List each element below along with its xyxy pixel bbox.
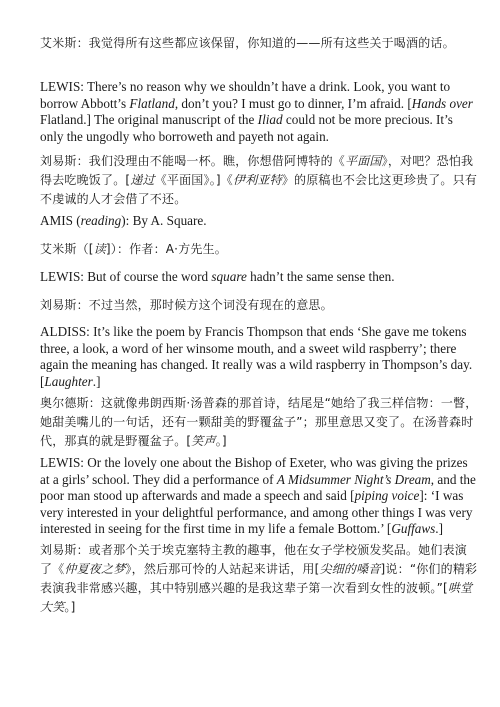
text-run: 。] — [215, 434, 227, 448]
italic-text: 哄堂大笑 — [40, 581, 473, 614]
text-run: 刘易斯：我们没理由不能喝一杯。瞧，你想借阿博特的《 — [40, 154, 346, 168]
italic-text: 递过 — [130, 173, 155, 187]
text-run: 刘易斯：不过当然，那时候方这个词没有现在的意思。 — [40, 298, 333, 312]
text-run: Flatland.] The original manuscript of the — [40, 112, 258, 128]
text-run: , and the poor man stood up afterwards and made a speech and said [ — [40, 471, 476, 504]
text-run: 。] — [64, 600, 76, 614]
text-run: ]: ‘I was very interested in your delightful performance, and among other things I was very interested in seeing for the first time in my life a female Bottom.’ [ — [40, 488, 473, 537]
paragraph-chinese — [40, 541, 478, 617]
text-run: 艾米斯（[ — [40, 242, 94, 256]
paragraph-english — [40, 213, 478, 230]
paragraph-chinese — [40, 296, 478, 315]
text-run: 》，对吧？恐怕我得去吃晚饭了。[ — [40, 154, 474, 187]
text-run: hadn’t the same sense then. — [246, 269, 395, 284]
paragraph-english — [40, 269, 478, 286]
text-run: 刘易斯：或者那个关于埃克塞特主教的趣事，他在女子学校颁发奖品。她们表演了《 — [40, 543, 468, 576]
paragraph-chinese — [40, 152, 478, 209]
text-run: AMIS ( — [40, 213, 81, 228]
italic-text: 尖细的嗓音 — [319, 562, 381, 576]
paragraph-chinese — [40, 240, 478, 259]
italic-text: Laughter — [44, 373, 93, 389]
text-run: 奥尔德斯：这就像弗朗西斯·汤普森的那首诗，结尾是“她给了我三样信物：一瞥，她甜美嘴儿的一句话，还有一颗甜美的野覆盆子”；那里意思又变了。在汤普森时代，那真的就是野覆盆子。[ — [40, 396, 478, 448]
text-run: LEWIS: There’s no reason why we shouldn’t have a drink. Look, you want to borrow Abbott’s — [40, 79, 451, 111]
paragraph-english — [40, 324, 478, 390]
italic-text: Guffaws — [391, 521, 436, 537]
text-run: 艾米斯：我觉得所有这些都应该保留，你知道的——所有这些关于喝酒的话。 — [40, 36, 455, 50]
text-run: LEWIS: But of course the word — [40, 269, 212, 284]
text-run: ]说：“你们的精彩表演我非常感兴趣，其中特别感兴趣的是我这辈子第一次看到女性的波顿。”[ — [40, 562, 478, 595]
paragraph-english — [40, 455, 478, 538]
italic-text: 伊利亚特 — [233, 173, 282, 187]
italic-text: square — [211, 269, 247, 284]
italic-text: Flatland — [129, 95, 175, 111]
text-run: LEWIS: Or the lovely one about the Bishop of Exeter, who was giving the prizes at a girls’ school. They did a performance of — [40, 455, 468, 487]
italic-text: 读 — [93, 242, 106, 256]
text-run: .] — [435, 521, 443, 537]
text-run: , don’t you? I must go to dinner, I’m afraid. [ — [174, 95, 412, 111]
text-run: ]）：作者：A·方先生。 — [105, 242, 227, 256]
italic-text: Iliad — [257, 112, 283, 128]
text-run: .] — [92, 373, 101, 389]
text-run: 《平面国》。]《 — [154, 173, 233, 187]
italic-text: Hands over — [411, 95, 473, 111]
italic-text: A Midsummer Night’s Dream — [276, 471, 431, 487]
text-run: 》的原稿也不会比这更珍贵了。只有不虔诚的人才会借了不还。 — [40, 173, 478, 206]
text-run: ): By A. Square. — [121, 213, 207, 228]
paragraph-english — [40, 79, 478, 145]
paragraph-chinese — [40, 394, 478, 451]
italic-text: 笑声 — [191, 434, 216, 448]
italic-text: piping voice — [354, 488, 420, 504]
text-run: ALDISS: It’s like the poem by Francis Thompson that ends ‘She gave me tokens three, a look, a word of her winsome mouth, and a sweet wild raspberry’; there again the meaning has changed. It really was a wild raspberry in Thompson’s day. [ — [40, 324, 473, 389]
text-run: could not be more precious. It’s only the ungodly who borroweth and payeth not again. — [40, 112, 453, 144]
paragraph-chinese — [40, 34, 478, 53]
italic-text: 仲夏夜之梦 — [64, 562, 126, 576]
text-run: 》，然后那可怜的人站起来讲话，用[ — [125, 562, 320, 576]
italic-text: reading — [80, 213, 122, 228]
italic-text: 平面国 — [345, 154, 382, 168]
